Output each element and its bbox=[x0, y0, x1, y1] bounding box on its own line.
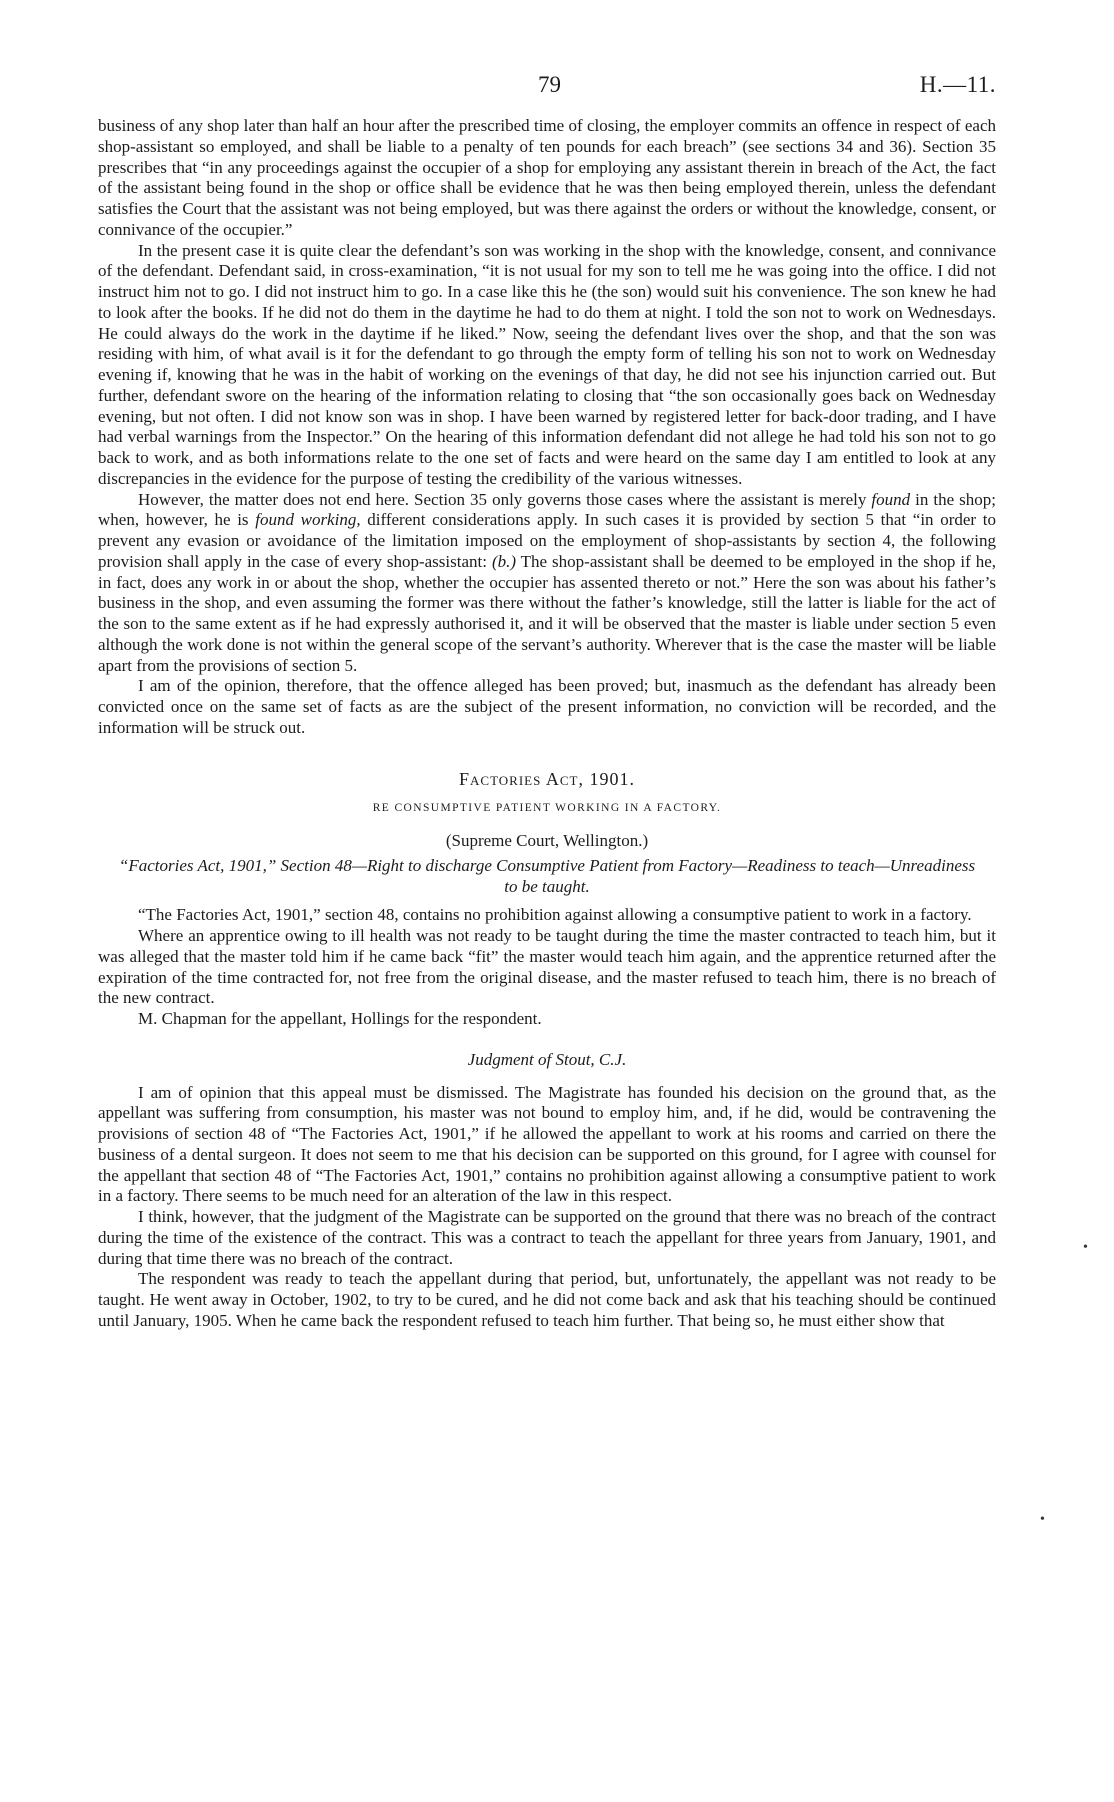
text-run: However, the matter does not end here. Section 35 only governs those cases where the assistant is merely bbox=[138, 489, 872, 509]
paragraph: “The Factories Act, 1901,” section 48, contains no prohibition against allowing a consumptive patient to work in a factory. bbox=[138, 905, 972, 925]
judgment-heading: Judgment of Stout, C.J. bbox=[467, 1049, 627, 1069]
margin-mark: • bbox=[1083, 1240, 1088, 1255]
paragraph: The respondent was ready to teach the appellant during that period, but, unfortunately, the appellant was not ready to be taught. He went away in October, 1902, to try to be cured, and he did not come back and ask that his teaching should be continued until January, 1905. When he came back the respondent refused to teach him further. That being so, he must either show that bbox=[98, 1269, 996, 1330]
page-header bbox=[0, 72, 1114, 102]
italic-run: (b.) bbox=[491, 551, 517, 571]
paragraph: Where an apprentice owing to ill health was not ready to be taught during the time the master contracted to teach him, but it was alleged that the master told him if he came back “fit” the master would teach him again, and the apprentice returned after the expiration of the time contracted for, not free from the original disease, and the master refused to teach him, there is no breach of the new contract. bbox=[98, 926, 996, 1008]
headnote: “Factories Act, 1901,” Section 48—Right to discharge Consumptive Patient from Factory—Readiness to teach—Unreadiness to be taught. bbox=[118, 855, 976, 896]
text-run: different considerations apply. In such cases it is provided by section 5 that “in order to prevent any evasion or avoidance of the limitation imposed on the employment of shop-assistants by section 4, the following provision shall apply in the case of every shop-assistant: bbox=[98, 510, 996, 571]
paragraph: I think, however, that the judgment of the Magistrate can be supported on the ground that there was no breach of the contract during the time of the existence of the contract. This was a contract to teach the appellant for three years from January, 1901, and during that time there was no breach of the contract. bbox=[98, 1207, 996, 1268]
paragraph: In the present case it is quite clear the defendant’s son was working in the shop with the knowledge, consent, and connivance of the defendant. Defendant said, in cross-examination, “it is not usual for my son to tell me he was going into the office. I did not instruct him not to go. I did not instruct him to go. In a case like this he (the son) would suit his convenience. The son knew he had to look after the books. If he did not do them in the daytime he had to do them at night. I told the son not to work on Wednesdays. He could always do the work in the daytime if he liked.” Now, seeing the defendant lives over the shop, and that the son was residing with him, of what avail is it for the defendant to go through the empty form of telling his son not to work on Wednesday evening if, knowing that he was in the habit of working on the evenings of that day, he did not see his injunction carried out. But further, defendant swore on the hearing of the information relating to closing that “the son occasionally goes back on Wednesday evening, but not often. I did not know son was in shop. I have been warned by registered letter for back-door trading, and I have had verbal warnings from the Inspector.” On the hearing of this information defendant did not allege he had told his son not to go back to work, and as both informations relate to the one set of facts and were heard on the same day I am entitled to look at any discrepancies in the evidence for the purpose of testing the credibility of the various witnesses. bbox=[98, 240, 996, 488]
paragraph bbox=[98, 490, 996, 677]
text-run: in the shop; when, however, he is bbox=[98, 489, 996, 530]
page-number: 79 bbox=[538, 72, 561, 97]
paragraph: I am of the opinion, therefore, that the offence alleged has been proved; but, inasmuch as the defendant has already been convicted once on the same set of facts as are the subject of the present information, no conviction will be recorded, and the information will be struck out. bbox=[98, 676, 996, 737]
court-name: (Supreme Court, Wellington.) bbox=[445, 831, 649, 850]
italic-run: found bbox=[871, 489, 911, 509]
margin-mark: • bbox=[1040, 1512, 1045, 1527]
act-title: Factories Act, 1901. bbox=[459, 768, 635, 789]
text-run: The shop-assistant shall be deemed to be employed in the shop if he, in fact, does any work in or about the shop, whether the occupier has assented thereto or not.” Here the son was about his father’s business in the shop, and even assuming the former was there without the father’s knowledge, still the latter is liable for the act of the son to the same extent as if he had expressly authorised it, and it will be observed that the master is liable under section 5 even although the work done is not within the general scope of the servant’s authority. Wherever that is the case the master will be liable apart from the provisions of section 5. bbox=[98, 551, 996, 675]
case-subtitle: RE CONSUMPTIVE PATIENT WORKING IN A FACTORY. bbox=[372, 802, 722, 815]
paragraph: I am of opinion that this appeal must be dismissed. The Magistrate has founded his decision on the ground that, as the appellant was suffering from consumption, his master was not bound to employ him, and, if he did, would be contravening the provisions of section 48 of “The Factories Act, 1901,” if he allowed the appellant to work at his rooms and carried on there the business of a dental surgeon. It does not seem to me that his decision can be supported on this ground, for I agree with counsel for the appellant that section 48 of “The Factories Act, 1901,” contains no prohibition against allowing a consumptive patient to work in a factory. There seems to be much need for an alteration of the law in this respect. bbox=[98, 1082, 996, 1206]
body-text bbox=[98, 116, 996, 1332]
document-code: H.—11. bbox=[919, 72, 996, 97]
paragraph: business of any shop later than half an hour after the prescribed time of closing, the employer commits an offence in respect of each shop-assistant so employed, and shall be liable to a penalty of ten pounds for each breach” (see sections 34 and 36). Section 35 prescribes that “in any proceedings against the occupier of a shop for employing any assistant therein in breach of the Act, the fact of the assistant being found in the shop or office shall be evidence that he was then being employed therein, unless the defendant satisfies the Court that the assistant was not being employed, but was there against the orders or without the knowledge, consent, or connivance of the occupier.” bbox=[98, 116, 996, 239]
italic-run: found working, bbox=[255, 510, 361, 530]
paragraph: M. Chapman for the appellant, Hollings for the respondent. bbox=[138, 1009, 542, 1028]
